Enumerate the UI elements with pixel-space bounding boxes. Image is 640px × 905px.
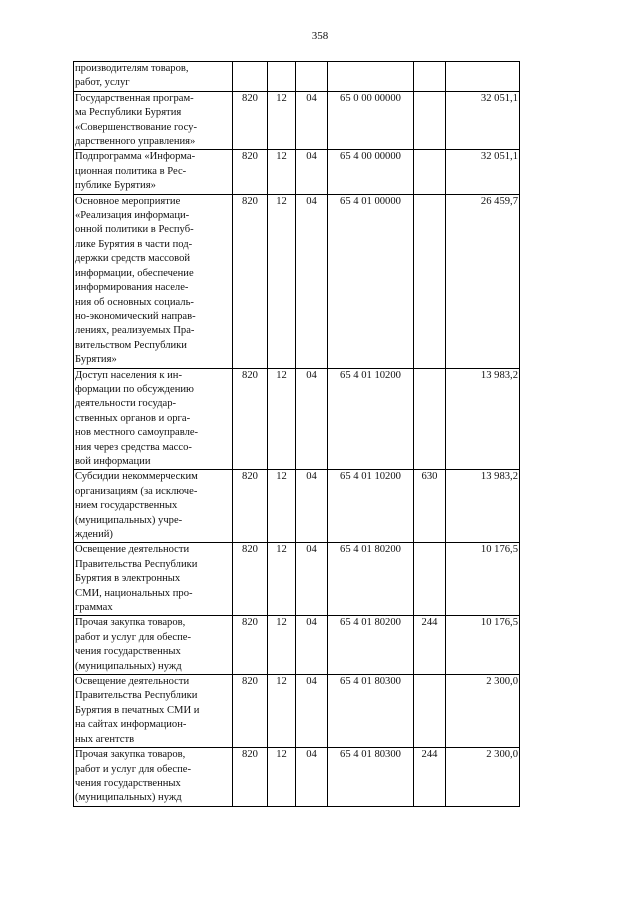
section-code-cell: 12 bbox=[268, 91, 296, 150]
item-name-line: Правительства Республики bbox=[75, 690, 198, 702]
item-name-line: Прочая закупка товаров, bbox=[75, 749, 186, 761]
table-row bbox=[74, 748, 520, 807]
item-name-line: СМИ, национальных про- bbox=[75, 587, 193, 599]
item-name-line: ционная политика в Рес- bbox=[75, 165, 187, 177]
item-name-cell bbox=[74, 91, 233, 150]
section-code-cell: 12 bbox=[268, 543, 296, 616]
target-article-cell: 65 4 01 80200 bbox=[328, 543, 414, 616]
target-article-cell: 65 4 01 00000 bbox=[328, 194, 414, 368]
subsection-code-cell: 04 bbox=[296, 748, 328, 807]
ministry-code-cell: 820 bbox=[233, 368, 268, 470]
section-code-cell bbox=[268, 62, 296, 92]
item-name-cell bbox=[74, 470, 233, 543]
item-name-cell bbox=[74, 543, 233, 616]
item-name-line: Основное мероприятие bbox=[75, 195, 181, 207]
subsection-code-cell: 04 bbox=[296, 543, 328, 616]
target-article-cell: 65 4 00 00000 bbox=[328, 150, 414, 194]
amount-cell: 13 983,2 bbox=[446, 470, 520, 543]
table-row bbox=[74, 150, 520, 194]
amount-cell: 32 051,1 bbox=[446, 91, 520, 150]
expense-type-cell bbox=[414, 194, 446, 368]
item-name-line: Подпрограмма «Информа- bbox=[75, 151, 196, 163]
item-name-cell bbox=[74, 748, 233, 807]
item-name-line: Бурятия в печатных СМИ и bbox=[75, 704, 200, 716]
item-name-cell bbox=[74, 368, 233, 470]
item-name-line: ния через средства массо- bbox=[75, 441, 192, 453]
ministry-code-cell bbox=[233, 62, 268, 92]
subsection-code-cell: 04 bbox=[296, 150, 328, 194]
item-name-cell bbox=[74, 675, 233, 748]
ministry-code-cell: 820 bbox=[233, 748, 268, 807]
item-name-line: чения государственных bbox=[75, 777, 181, 789]
expense-type-cell: 630 bbox=[414, 470, 446, 543]
amount-cell bbox=[446, 62, 520, 92]
item-name-line: формации по обсуждению bbox=[75, 383, 194, 395]
amount-cell: 32 051,1 bbox=[446, 150, 520, 194]
subsection-code-cell: 04 bbox=[296, 91, 328, 150]
item-name-line: «Совершенствование госу- bbox=[75, 121, 197, 133]
amount-cell: 2 300,0 bbox=[446, 675, 520, 748]
item-name-line: информирования населе- bbox=[75, 282, 189, 294]
item-name-line: ных агентств bbox=[75, 733, 135, 745]
item-name-line: «Реализация информаци- bbox=[75, 210, 190, 222]
item-name-line: работ, услуг bbox=[75, 77, 130, 89]
item-name-line: Бурятия» bbox=[75, 354, 117, 366]
table-body bbox=[74, 62, 520, 807]
item-name-line: лике Бурятия в части под- bbox=[75, 238, 193, 250]
item-name-line: на сайтах информацион- bbox=[75, 719, 187, 731]
section-code-cell: 12 bbox=[268, 194, 296, 368]
section-code-cell: 12 bbox=[268, 368, 296, 470]
item-name-line: деятельности государ- bbox=[75, 398, 177, 410]
ministry-code-cell: 820 bbox=[233, 470, 268, 543]
item-name-line: Освещение деятельности bbox=[75, 676, 190, 688]
table-row bbox=[74, 543, 520, 616]
table-row bbox=[74, 91, 520, 150]
amount-cell: 2 300,0 bbox=[446, 748, 520, 807]
section-code-cell: 12 bbox=[268, 470, 296, 543]
expense-type-cell bbox=[414, 368, 446, 470]
item-name-line: ственных органов и орга- bbox=[75, 412, 191, 424]
item-name-line: дарственного управления» bbox=[75, 136, 196, 148]
item-name-line: Правительства Республики bbox=[75, 558, 198, 570]
item-name-line: работ и услуг для обеспе- bbox=[75, 631, 192, 643]
item-name-line: (муниципальных) учре- bbox=[75, 514, 183, 526]
amount-cell: 10 176,5 bbox=[446, 543, 520, 616]
subsection-code-cell: 04 bbox=[296, 368, 328, 470]
subsection-code-cell: 04 bbox=[296, 616, 328, 675]
table-row bbox=[74, 470, 520, 543]
target-article-cell: 65 0 00 00000 bbox=[328, 91, 414, 150]
item-name-line: информации, обеспечение bbox=[75, 267, 194, 279]
subsection-code-cell: 04 bbox=[296, 470, 328, 543]
table-row bbox=[74, 675, 520, 748]
subsection-code-cell: 04 bbox=[296, 194, 328, 368]
item-name-line: организациям (за исключе- bbox=[75, 485, 198, 497]
table-row bbox=[74, 194, 520, 368]
target-article-cell: 65 4 01 80300 bbox=[328, 748, 414, 807]
ministry-code-cell: 820 bbox=[233, 616, 268, 675]
target-article-cell: 65 4 01 80300 bbox=[328, 675, 414, 748]
expense-type-cell: 244 bbox=[414, 748, 446, 807]
item-name-line: производителям товаров, bbox=[75, 63, 189, 74]
ministry-code-cell: 820 bbox=[233, 150, 268, 194]
subsection-code-cell bbox=[296, 62, 328, 92]
item-name-line: Субсидии некоммерческим bbox=[75, 471, 198, 483]
item-name-line: ния об основных социаль- bbox=[75, 296, 194, 308]
expense-type-cell bbox=[414, 675, 446, 748]
item-name-line: работ и услуг для обеспе- bbox=[75, 763, 192, 775]
target-article-cell bbox=[328, 62, 414, 92]
item-name-line: держки средств массовой bbox=[75, 253, 191, 265]
amount-cell: 10 176,5 bbox=[446, 616, 520, 675]
item-name-line: Освещение деятельности bbox=[75, 544, 190, 556]
item-name-line: вительством Республики bbox=[75, 339, 187, 351]
table-row bbox=[74, 616, 520, 675]
table-row bbox=[74, 368, 520, 470]
expense-type-cell bbox=[414, 62, 446, 92]
ministry-code-cell: 820 bbox=[233, 194, 268, 368]
ministry-code-cell: 820 bbox=[233, 675, 268, 748]
ministry-code-cell: 820 bbox=[233, 91, 268, 150]
item-name-cell bbox=[74, 616, 233, 675]
table-row bbox=[74, 62, 520, 92]
target-article-cell: 65 4 01 10200 bbox=[328, 368, 414, 470]
item-name-line: чения государственных bbox=[75, 646, 181, 658]
item-name-cell bbox=[74, 150, 233, 194]
item-name-line: ждений) bbox=[75, 529, 113, 540]
item-name-line: нием государственных bbox=[75, 500, 178, 512]
target-article-cell: 65 4 01 80200 bbox=[328, 616, 414, 675]
subsection-code-cell: 04 bbox=[296, 675, 328, 748]
target-article-cell: 65 4 01 10200 bbox=[328, 470, 414, 543]
section-code-cell: 12 bbox=[268, 150, 296, 194]
item-name-line: (муниципальных) нужд bbox=[75, 660, 182, 672]
amount-cell: 13 983,2 bbox=[446, 368, 520, 470]
item-name-line: (муниципальных) нужд bbox=[75, 792, 182, 804]
ministry-code-cell: 820 bbox=[233, 543, 268, 616]
item-name-line: граммах bbox=[75, 602, 113, 614]
section-code-cell: 12 bbox=[268, 675, 296, 748]
item-name-line: публике Бурятия» bbox=[75, 180, 156, 192]
item-name-line: нов местного самоуправле- bbox=[75, 427, 199, 439]
item-name-line: ма Республики Бурятия bbox=[75, 107, 182, 119]
item-name-line: Прочая закупка товаров, bbox=[75, 617, 186, 629]
item-name-line: Государственная програм- bbox=[75, 92, 194, 104]
section-code-cell: 12 bbox=[268, 748, 296, 807]
expense-type-cell: 244 bbox=[414, 616, 446, 675]
item-name-line: лениях, реализуемых Пра- bbox=[75, 325, 195, 337]
amount-cell: 26 459,7 bbox=[446, 194, 520, 368]
expense-type-cell bbox=[414, 150, 446, 194]
expense-type-cell bbox=[414, 543, 446, 616]
section-code-cell: 12 bbox=[268, 616, 296, 675]
item-name-line: но-экономический направ- bbox=[75, 310, 196, 322]
item-name-cell bbox=[74, 194, 233, 368]
item-name-cell bbox=[74, 62, 233, 92]
item-name-line: Доступ населения к ин- bbox=[75, 369, 183, 381]
item-name-line: Бурятия в электронных bbox=[75, 573, 181, 585]
budget-table bbox=[73, 61, 520, 807]
item-name-line: онной политики в Респуб- bbox=[75, 224, 194, 236]
item-name-line: вой информации bbox=[75, 455, 151, 467]
expense-type-cell bbox=[414, 91, 446, 150]
page-number: 358 bbox=[311, 30, 329, 42]
